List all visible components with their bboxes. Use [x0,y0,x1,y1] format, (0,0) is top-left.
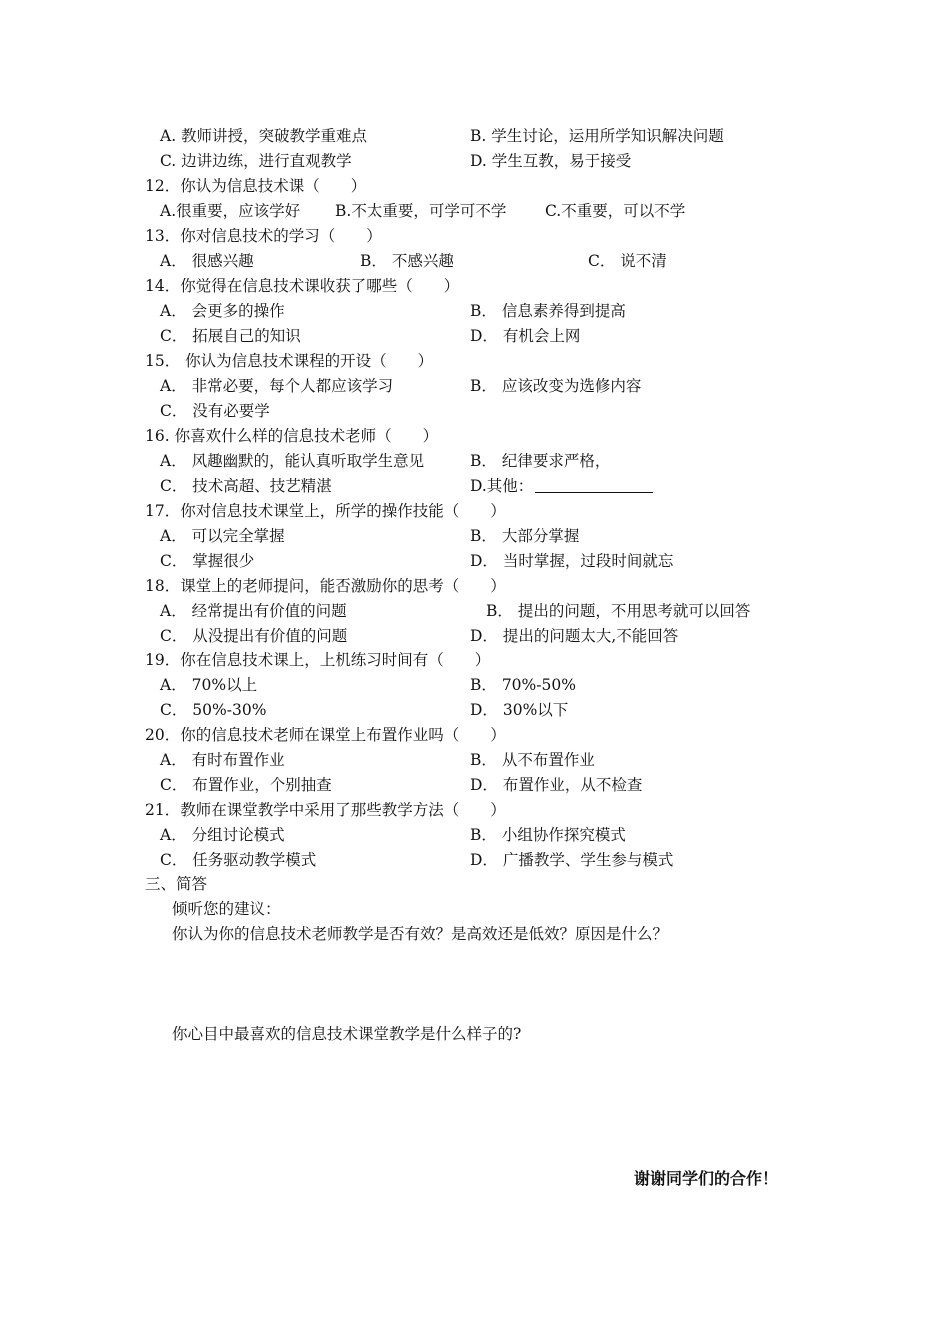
q13-option-c: C． 说不清 [588,252,667,270]
q15-options-row-1 [0,374,950,399]
q17-option-c: C． 掌握很少 [160,552,255,570]
q18-option-b: B． 提出的问题，不用思考就可以回答 [486,602,751,620]
q16-option-d [470,474,653,499]
thanks-note: 谢谢同学们的合作！ [634,1169,779,1188]
question-text: 21．教师在课堂教学中采用了那些教学方法（ ） [145,801,506,819]
q18-option-c: C． 从没提出有价值的问题 [160,627,348,645]
q13-option-a: A． 很感兴趣 [160,252,254,270]
q19-option-c: C． 50%-30% [160,701,267,719]
q16-options-row-2 [0,474,950,499]
q18-option-a: A． 经常提出有价值的问题 [160,602,347,620]
q19-option-d: D． 30%以下 [470,701,569,719]
q11-option-c: C. 边讲边练，进行直观教学 [160,152,352,170]
q14-option-b: B． 信息素养得到提高 [470,302,626,320]
question-text: 13．你对信息技术的学习（ ） [145,227,382,245]
q15-option-c: C． 没有必要学 [160,402,270,420]
q19-option-b: B． 70%-50% [470,676,576,694]
answer-blank[interactable] [535,476,653,493]
q13-option-b: B． 不感兴趣 [360,252,454,270]
q16-option-d-label: D.其他： [470,477,534,495]
q20-options-row-2 [0,773,950,798]
q19-options-row-1 [0,673,950,698]
short-answer-question-2: 你心目中最喜欢的信息技术课堂教学是什么样子的? [172,1025,522,1043]
q17-option-a: A． 可以完全掌握 [160,527,285,545]
q21-question [0,798,950,823]
short-answer-1 [0,922,950,947]
q20-option-d: D． 布置作业，从不检查 [470,776,643,794]
q12-option-a: A.很重要，应该学好 [160,202,301,220]
q17-question [0,499,950,524]
q20-options-row-1 [0,748,950,773]
q17-options-row-1 [0,524,950,549]
q18-question [0,574,950,599]
q11-option-a: A. 教师讲授，突破教学重难点 [160,127,368,145]
q12-options-row [0,199,950,224]
q21-option-b: B． 小组协作探究模式 [470,826,626,844]
q12-option-c: C.不重要，可以不学 [545,202,686,220]
q20-option-b: B． 从不布置作业 [470,751,595,769]
q15-question [0,349,950,374]
q17-option-d: D． 当时掌握，过段时间就忘 [470,552,674,570]
q16-option-c: C． 技术高超、技艺精湛 [160,477,332,495]
q13-options-row [0,249,950,274]
q13-question [0,224,950,249]
q14-options-row-1 [0,299,950,324]
question-text: 16. 你喜欢什么样的信息技术老师（ ） [145,427,439,445]
q12-question [0,174,950,199]
question-text: 17．你对信息技术课堂上，所学的操作技能（ ） [145,502,506,520]
q11-options-row-1 [0,124,950,149]
q18-option-d: D． 提出的问题太大,不能回答 [470,627,679,645]
q21-option-d: D． 广播教学、学生参与模式 [470,851,674,869]
q15-options-row-2 [0,399,950,424]
q11-options-row-2 [0,149,950,174]
q14-options-row-2 [0,324,950,349]
section-3-heading [0,872,950,897]
q12-option-b: B.不太重要，可学可不学 [335,202,507,220]
q21-options-row-2 [0,848,950,873]
question-text: 12．你认为信息技术课（ ） [145,177,367,195]
q16-question [0,424,950,449]
q19-question [0,648,950,673]
q17-option-b: B． 大部分掌握 [470,527,580,545]
q16-option-b: B． 纪律要求严格， [470,452,611,470]
q14-option-c: C． 拓展自己的知识 [160,327,301,345]
q21-option-a: A． 分组讨论模式 [160,826,285,844]
q19-option-a: A． 70%以上 [160,676,258,694]
short-answer-question-1: 你认为你的信息技术老师教学是否有效？是高效还是低效？原因是什么？ [172,925,669,943]
question-text: 19．你在信息技术课上，上机练习时间有（ ） [145,651,491,669]
q20-option-a: A． 有时布置作业 [160,751,285,769]
short-answer-2 [0,1022,950,1047]
q20-question [0,723,950,748]
section-intro: 倾听您的建议： [172,900,281,918]
q21-option-c: C． 任务驱动教学模式 [160,851,317,869]
question-text: 14．你觉得在信息技术课收获了哪些（ ） [145,277,460,295]
q11-option-b: B. 学生讨论，运用所学知识解决问题 [470,127,724,145]
q21-options-row-1 [0,823,950,848]
q20-option-c: C． 布置作业，个别抽查 [160,776,332,794]
q14-question [0,274,950,299]
q14-option-d: D． 有机会上网 [470,327,581,345]
question-text: 15． 你认为信息技术课程的开设（ ） [145,352,434,370]
q18-options-row-1 [0,599,950,624]
q14-option-a: A． 会更多的操作 [160,302,285,320]
section-3-intro [0,897,950,922]
section-title: 三、简答 [145,875,208,893]
q15-option-a: A． 非常必要，每个人都应该学习 [160,377,394,395]
q16-option-a: A． 风趣幽默的，能认真听取学生意见 [160,452,425,470]
q17-options-row-2 [0,549,950,574]
q15-option-b: B． 应该改变为选修内容 [470,377,642,395]
q18-options-row-2 [0,624,950,649]
question-text: 18．课堂上的老师提问，能否激励你的思考（ ） [145,577,506,595]
question-text: 20．你的信息技术老师在课堂上布置作业吗（ ） [145,726,506,744]
q19-options-row-2 [0,698,950,723]
q16-options-row-1 [0,449,950,474]
q11-option-d: D. 学生互教，易于接受 [470,152,632,170]
